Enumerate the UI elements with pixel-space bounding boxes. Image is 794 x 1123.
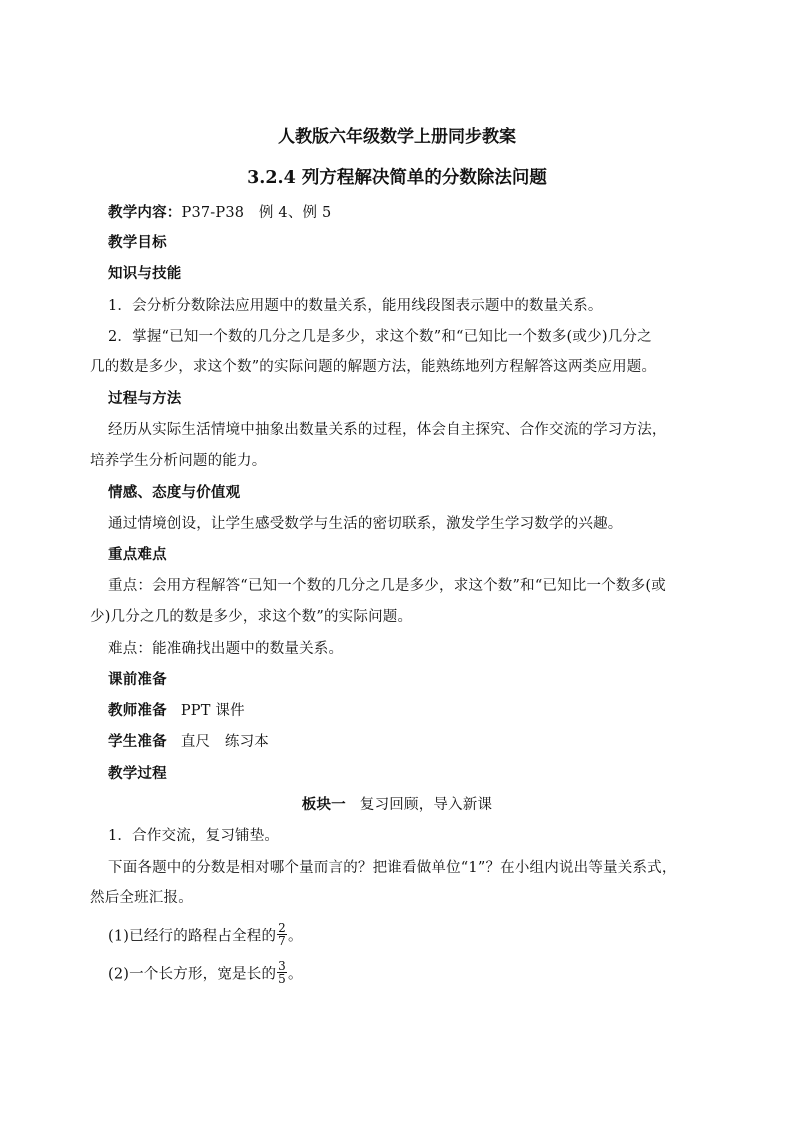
question-line-2: 然后全班汇报。 bbox=[90, 890, 193, 906]
knowledge-heading: 知识与技能 bbox=[108, 265, 182, 282]
teacher-prep-label: 教师准备 bbox=[108, 702, 167, 719]
item-2-numerator: 3 bbox=[278, 959, 286, 973]
item-1-end: 。 bbox=[287, 928, 303, 945]
item-1-text: (1)已经行的路程占全程的 bbox=[108, 928, 277, 945]
item-2-denominator: 5 bbox=[278, 972, 286, 986]
item-1-denominator: 7 bbox=[278, 934, 286, 948]
teacher-prep-value: PPT 课件 bbox=[180, 703, 245, 719]
key-points-heading: 重点难点 bbox=[108, 546, 167, 563]
section-title: 复习回顾，导入新课 bbox=[359, 797, 493, 813]
teacher-prep bbox=[108, 701, 728, 721]
objectives-heading: 教学目标 bbox=[108, 234, 167, 251]
teaching-content-label: 教学内容： bbox=[108, 204, 182, 221]
process-heading: 过程与方法 bbox=[108, 390, 182, 407]
document-title: 人教版六年级数学上册同步教案 bbox=[278, 127, 516, 147]
item-1 bbox=[108, 921, 728, 949]
knowledge-item-2-line-1: 2．掌握“已知一个数的几分之几是多少，求这个数”和“已知比一个数多(或少)几分之 bbox=[108, 329, 652, 345]
item-2 bbox=[108, 959, 728, 987]
procedure-heading: 教学过程 bbox=[108, 765, 167, 782]
section-heading bbox=[0, 795, 794, 815]
key-point-line-2: 少)几分之几的数是多少，求这个数”的实际问题。 bbox=[90, 609, 413, 625]
question-line-1: 下面各题中的分数是相对哪个量而言的？把谁看做单位“1”？在小组内说出等量关系式， bbox=[108, 860, 677, 876]
item-2-end: 。 bbox=[287, 966, 303, 983]
student-prep bbox=[108, 732, 728, 752]
knowledge-item-2-line-2: 几的数是多少，求这个数”的实际问题的解题方法，能熟练地列方程解答这两类应用题。 bbox=[90, 359, 657, 375]
emotion-text: 通过情境创设，让学生感受数学与生活的密切联系，激发学生学习数学的兴趣。 bbox=[108, 516, 623, 532]
step-1: 1．合作交流，复习铺垫。 bbox=[108, 828, 280, 844]
item-2-fraction bbox=[277, 960, 287, 985]
process-text-line-2: 培养学生分析问题的能力。 bbox=[90, 453, 267, 469]
student-prep-value: 直尺 练习本 bbox=[180, 734, 270, 750]
difficulty-text: 难点：能准确找出题中的数量关系。 bbox=[108, 641, 344, 657]
student-prep-label: 学生准备 bbox=[108, 733, 167, 750]
process-text-line-1: 经历从实际生活情境中抽象出数量关系的过程，体会自主探究、合作交流的学习方法， bbox=[108, 422, 667, 438]
lesson-title: 3.2.4 列方程解决简单的分数除法问题 bbox=[247, 168, 547, 188]
key-point-line-1: 重点：会用方程解答“已知一个数的几分之几是多少，求这个数”和“已知比一个数多(或 bbox=[108, 578, 666, 594]
item-1-fraction bbox=[277, 922, 287, 947]
teaching-content-value: P37-P38 例 4、例 5 bbox=[181, 205, 332, 221]
item-1-numerator: 2 bbox=[278, 921, 286, 935]
item-2-text: (2)一个长方形，宽是长的 bbox=[108, 966, 277, 983]
teaching-content bbox=[108, 203, 728, 223]
preparation-heading: 课前准备 bbox=[108, 671, 167, 688]
knowledge-item-1: 1．会分析分数除法应用题中的数量关系，能用线段图表示题中的数量关系。 bbox=[108, 298, 603, 314]
emotion-heading: 情感、态度与价值观 bbox=[108, 484, 241, 501]
section-label: 板块一 bbox=[301, 796, 346, 813]
